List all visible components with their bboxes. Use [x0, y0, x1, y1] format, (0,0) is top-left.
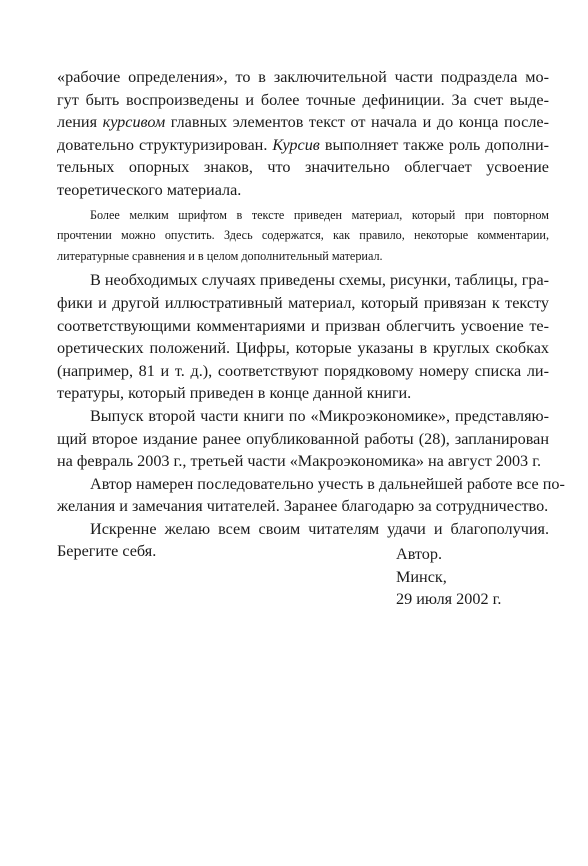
body-paragraph	[57, 66, 549, 202]
text-line	[57, 495, 549, 518]
text-run: довательно структуризирован.	[57, 135, 273, 154]
text-line	[57, 473, 565, 496]
body-paragraph	[57, 405, 549, 473]
text-line	[57, 360, 549, 383]
text-run: желания и замечания читателей. Заранее благодарю за сотрудничество.	[57, 497, 549, 516]
text-run: выполняет также роль дополни-	[319, 135, 549, 154]
text-line	[57, 134, 549, 157]
text-line	[57, 518, 549, 541]
italic-emphasis: Курсив	[272, 135, 320, 154]
text-line	[57, 225, 549, 246]
text-run: щий второе издание ранее опубликованной работы (28), запланирован	[57, 429, 549, 448]
italic-emphasis: курсивом	[102, 113, 166, 132]
text-run: на февраль 2003 г., третьей части «Макроэкономика» на август 2003 г.	[57, 452, 542, 471]
text-line	[57, 89, 549, 112]
text-run: «рабочие определения», то в заключительной части подраздела мо-	[57, 68, 549, 86]
text-run: главных элементов текст от начала и до конца после-	[165, 113, 549, 132]
text-run: литературные сравнения и в целом дополнительный материал.	[57, 248, 383, 263]
signature-block	[396, 543, 501, 611]
text-run: фики и другой иллюстративный материал, который привязан к тексту	[57, 293, 549, 312]
text-line	[57, 337, 549, 360]
text-run: Искренне желаю всем своим читателям удачи и благополучия.	[90, 519, 549, 538]
signature-date: 29 июля 2002 г.	[396, 590, 502, 609]
text-run: тельных опорных знаков, что значительно облегчает усвоение	[57, 158, 549, 177]
signature-author: Автор.	[396, 545, 443, 563]
text-line	[57, 315, 549, 338]
text-run: Автор намерен последовательно учесть в дальнейшей работе все по-	[90, 474, 565, 493]
text-line	[57, 405, 549, 428]
text-line	[57, 292, 549, 315]
text-line	[57, 156, 549, 179]
text-run: соответствующими комментариями и призван облегчить усвоение те-	[57, 316, 549, 335]
text-line	[57, 111, 549, 134]
text-run: гут быть воспроизведены и более точные дефиниции. За счет выде-	[57, 90, 549, 109]
body-paragraph	[57, 269, 549, 405]
text-run: В необходимых случаях приведены схемы, рисунки, таблицы, гра-	[90, 271, 550, 290]
paragraph-container	[57, 66, 565, 563]
text-run: оретических положений. Цифры, которые указаны в круглых скобках	[57, 339, 549, 358]
text-line	[57, 428, 549, 451]
small-print-paragraph	[57, 205, 549, 267]
text-run: теоретического материала.	[57, 180, 242, 199]
text-line	[57, 179, 549, 202]
text-run: Выпуск второй части книги по «Микроэкономике», представляю-	[90, 406, 549, 425]
text-run: прочтении можно опустить. Здесь содержатся, как правило, некоторые комментарии,	[57, 228, 549, 243]
text-line	[57, 205, 549, 226]
text-run: Берегите себя.	[57, 542, 157, 561]
text-run: (например, 81 и т. д.), соответствуют порядковому номеру списка ли-	[57, 361, 549, 380]
text-run: Более мелким шрифтом в тексте приведен материал, который при повторном	[90, 207, 549, 222]
body-paragraph	[57, 473, 565, 518]
text-line	[57, 269, 549, 292]
text-line	[57, 246, 549, 267]
text-line	[57, 382, 549, 405]
signature-city: Минск,	[396, 567, 447, 586]
text-run: ления	[57, 113, 103, 132]
text-line	[57, 450, 549, 473]
document-body	[57, 66, 565, 563]
text-line	[57, 66, 549, 89]
text-run: тературы, который приведен в конце данной книги.	[57, 384, 412, 403]
